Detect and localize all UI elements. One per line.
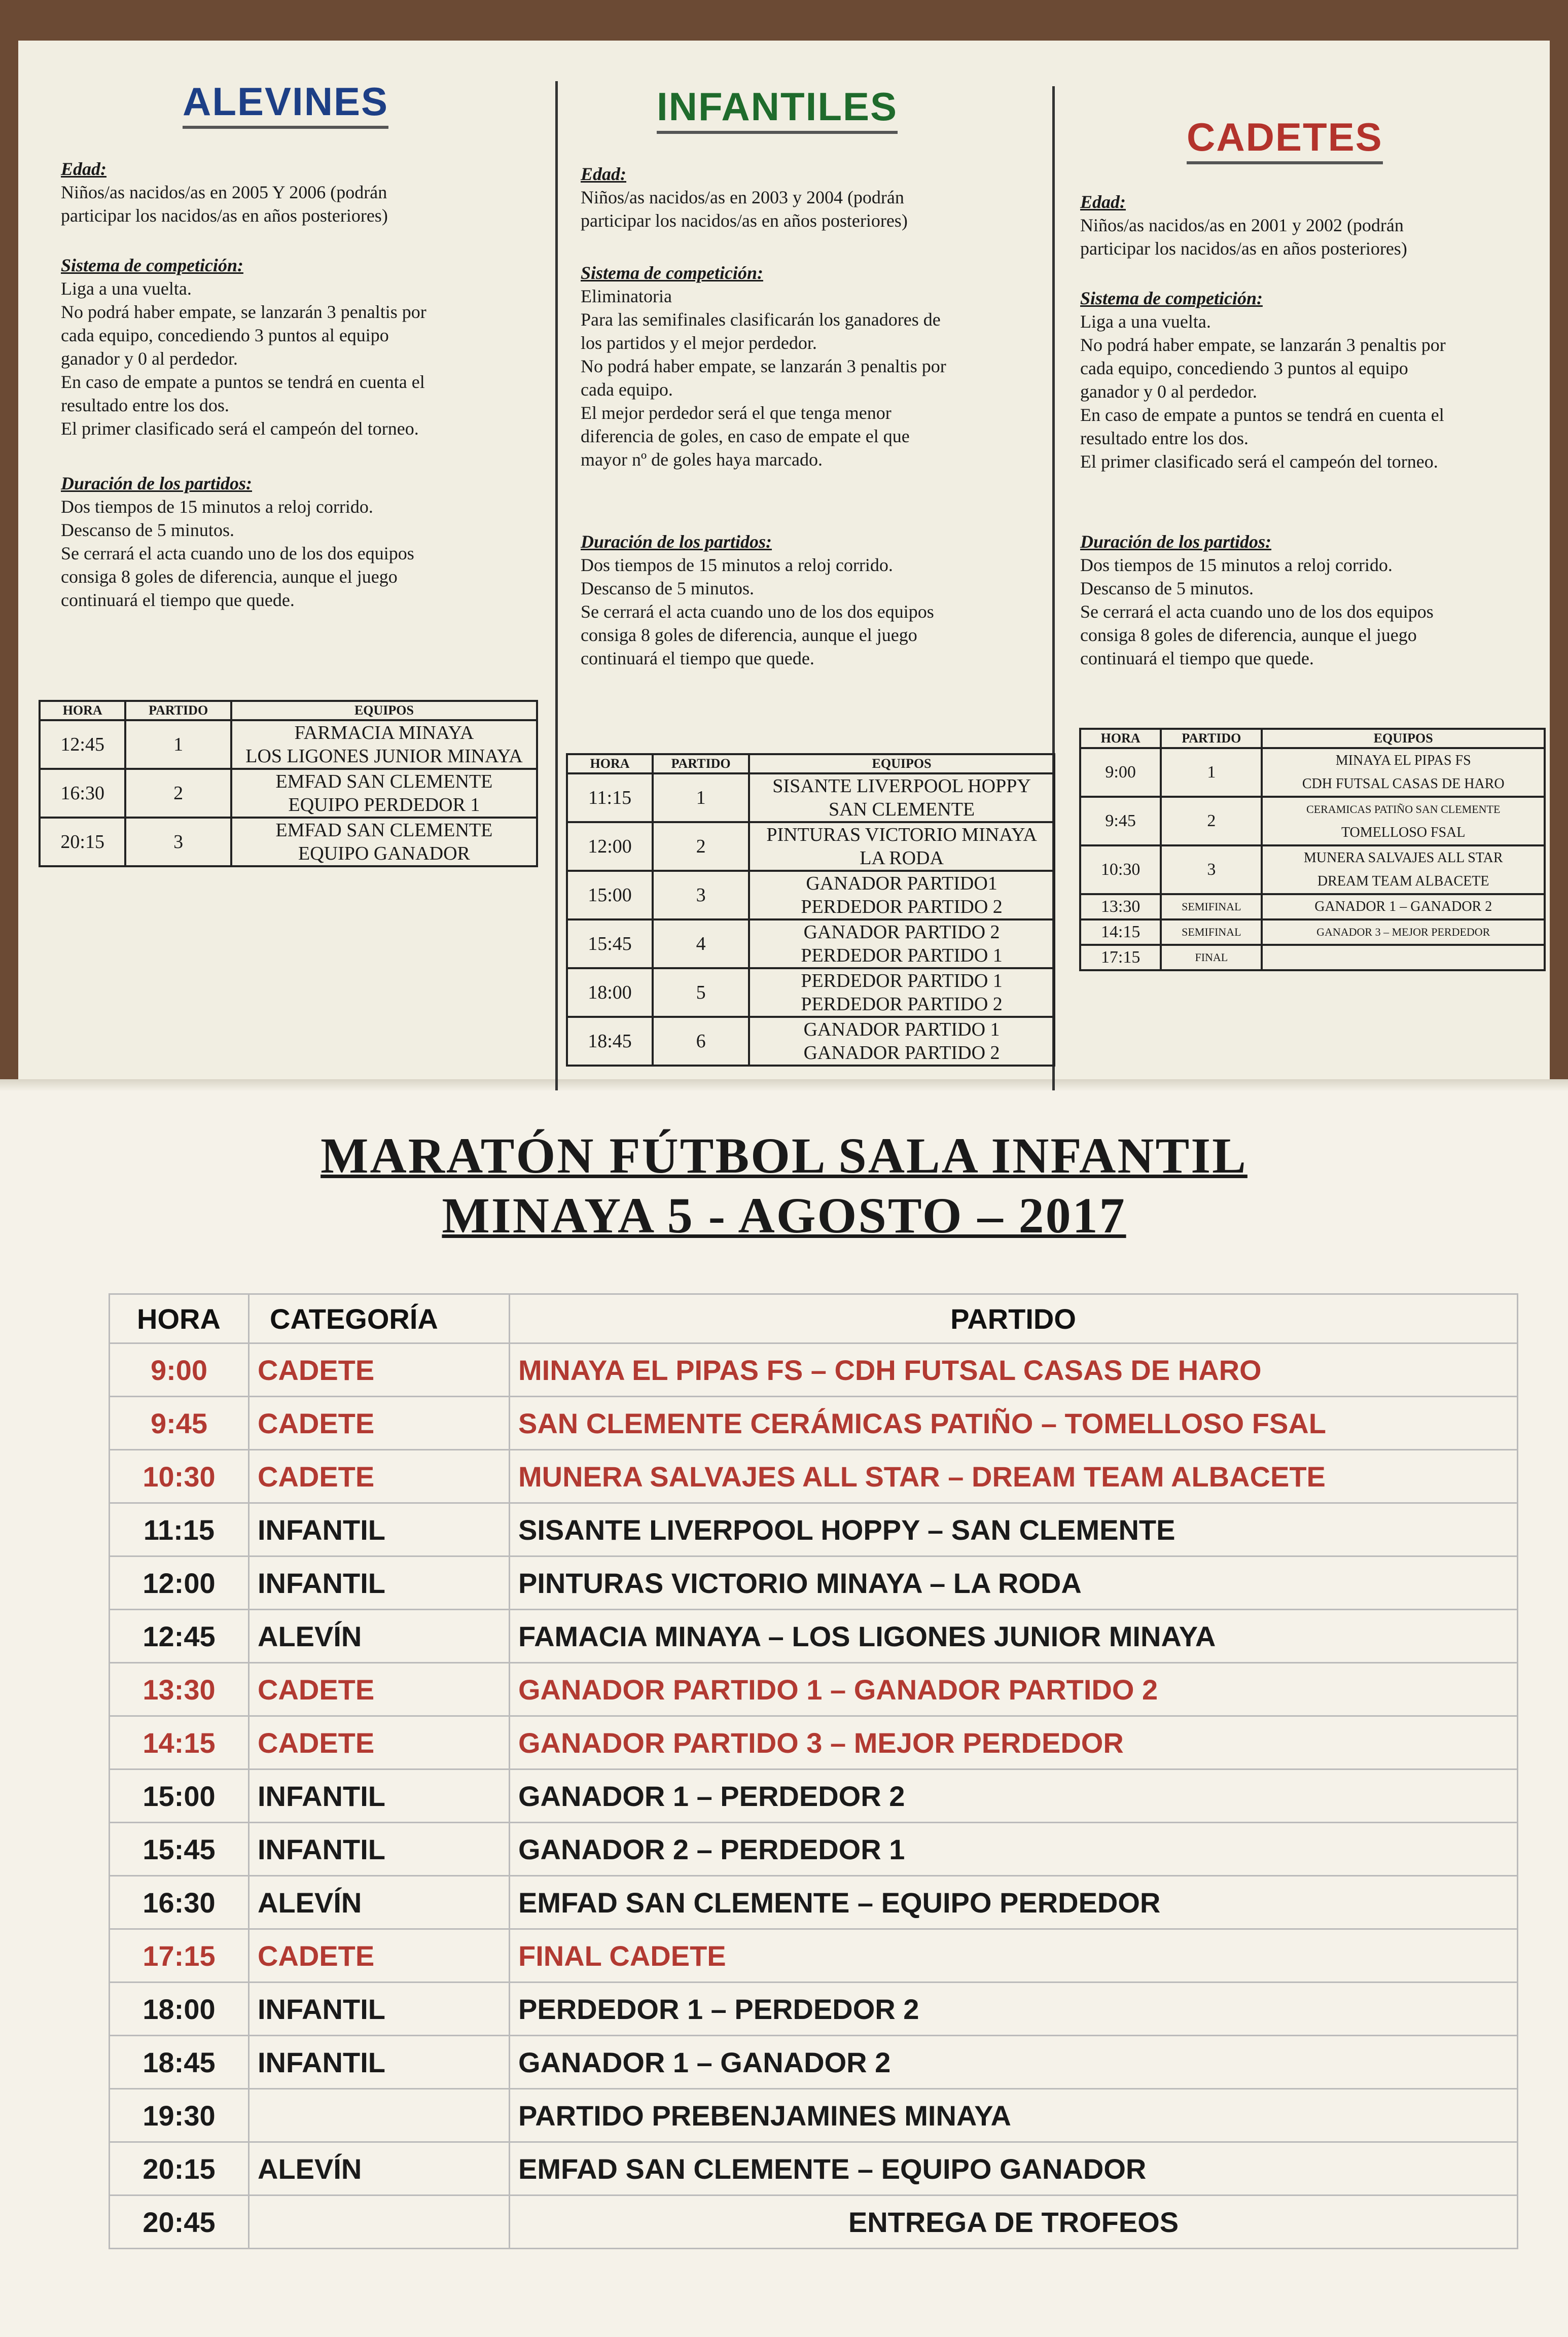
schedule-row [110, 1610, 1518, 1663]
hora-cell: 11:15 [567, 773, 653, 822]
section-line: Descanso de 5 minutos. [61, 520, 234, 540]
section-line: Dos tiempos de 15 minutos a reloj corrido. [581, 555, 893, 575]
section-line: Descanso de 5 minutos. [581, 578, 754, 598]
table-row [1080, 919, 1545, 945]
team-name: PERDEDOR PARTIDO 1 [801, 945, 1003, 966]
infantiles-table [566, 753, 1055, 1067]
infantiles-section-1 [581, 261, 1047, 471]
partido-cell: 2 [653, 822, 749, 871]
section-line: Se cerrará el acta cuando uno de los dos equipos [61, 543, 414, 563]
equipos-cell [1262, 845, 1545, 894]
schedule-hora: 15:00 [110, 1769, 249, 1823]
table-header-cell: PARTIDO [125, 701, 231, 720]
cadetes-section-1 [1080, 287, 1547, 473]
section-line: ganador y 0 al perdedor. [1080, 381, 1257, 402]
schedule-partido: GANADOR PARTIDO 1 – GANADOR PARTIDO 2 [510, 1663, 1518, 1716]
schedule-hora: 14:15 [110, 1716, 249, 1769]
team-name: GANADOR PARTIDO 2 [803, 922, 1000, 943]
section-line: Niños/as nacidos/as en 2005 Y 2006 (podrán [61, 182, 387, 202]
equipos-cell [749, 773, 1054, 822]
team-name: EQUIPO PERDEDOR 1 [288, 794, 480, 816]
equipos-cell [749, 822, 1054, 871]
equipos-cell [231, 769, 537, 818]
section-line: Niños/as nacidos/as en 2001 y 2002 (podrán [1080, 215, 1404, 235]
section-line: resultado entre los dos. [61, 395, 229, 415]
section-heading: Duración de los partidos: [61, 473, 253, 493]
section-line: No podrá haber empate, se lanzarán 3 penaltis por [581, 356, 946, 376]
team-name: SISANTE LIVERPOOL HOPPY [772, 775, 1031, 797]
partido-cell: SEMIFINAL [1161, 894, 1262, 919]
section-line: Eliminatoria [581, 286, 672, 306]
table-header-cell: HORA [567, 754, 653, 773]
schedule-row [110, 1663, 1518, 1716]
section-line: participar los nacidos/as en años posteriores) [1080, 238, 1407, 259]
table-header-cell: HORA [1080, 729, 1161, 748]
schedule-categoria: INFANTIL [249, 1982, 510, 2036]
infantiles-title: INFANTILES [657, 84, 898, 134]
section-line: ganador y 0 al perdedor. [61, 348, 238, 369]
table-header-cell: PARTIDO [1161, 729, 1262, 748]
section-line: No podrá haber empate, se lanzarán 3 penaltis por [1080, 335, 1446, 355]
partido-cell: FINAL [1161, 945, 1262, 970]
section-line: continuará el tiempo que quede. [581, 648, 814, 668]
section-line: Dos tiempos de 15 minutos a reloj corrido. [61, 497, 373, 517]
hora-cell: 15:00 [567, 871, 653, 919]
schedule-hora: 16:30 [110, 1876, 249, 1929]
schedule-partido: SISANTE LIVERPOOL HOPPY – SAN CLEMENTE [510, 1503, 1518, 1556]
schedule-partido: EMFAD SAN CLEMENTE – EQUIPO GANADOR [510, 2142, 1518, 2196]
schedule-partido: SAN CLEMENTE CERÁMICAS PATIÑO – TOMELLOSO FSAL [510, 1397, 1518, 1450]
main-title [0, 1126, 1568, 1246]
schedule-categoria: INFANTIL [249, 1823, 510, 1876]
table-header-cell: PARTIDO [653, 754, 749, 773]
team-name: EMFAD SAN CLEMENTE [275, 820, 493, 841]
section-heading: Sistema de competición: [581, 263, 763, 283]
team-name: PERDEDOR PARTIDO 2 [801, 994, 1003, 1015]
partido-cell: 4 [653, 919, 749, 968]
section-line: Para las semifinales clasificarán los ganadores de [581, 309, 941, 330]
paper-fold [0, 1079, 1568, 1091]
equipos-cell [749, 871, 1054, 919]
partido-cell: 5 [653, 968, 749, 1017]
schedule-hora: 11:15 [110, 1503, 249, 1556]
team-name: FARMACIA MINAYA [294, 722, 474, 743]
header-partido: PARTIDO [510, 1294, 1518, 1343]
section-line: Se cerrará el acta cuando uno de los dos equipos [1080, 601, 1434, 622]
table-row [567, 968, 1054, 1017]
hora-cell: 18:00 [567, 968, 653, 1017]
column-divider [555, 81, 558, 1090]
section-line: El primer clasificado será el campeón del torneo. [61, 418, 419, 439]
alevines-section-0 [61, 157, 527, 227]
schedule-hora: 9:00 [110, 1343, 249, 1397]
team-name: TOMELLOSO FSAL [1341, 825, 1466, 840]
section-line: En caso de empate a puntos se tendrá en cuenta el [1080, 405, 1444, 425]
section-line: continuará el tiempo que quede. [1080, 648, 1314, 668]
table-row [40, 818, 537, 866]
schedule-partido: GANADOR 1 – PERDEDOR 2 [510, 1769, 1518, 1823]
equipos-cell [1262, 894, 1545, 919]
hora-cell: 20:15 [40, 818, 125, 866]
team-name: CDH FUTSAL CASAS DE HARO [1302, 776, 1505, 792]
section-line: Liga a una vuelta. [61, 278, 192, 299]
table-row [567, 1017, 1054, 1066]
schedule-row [110, 2196, 1518, 2249]
schedule-categoria: CADETE [249, 1343, 510, 1397]
section-line: diferencia de goles, en caso de empate el que [581, 426, 910, 446]
partido-cell: 3 [653, 871, 749, 919]
table-row [1080, 894, 1545, 919]
table-row [1080, 748, 1545, 797]
schedule-row [110, 1823, 1518, 1876]
header-hora: HORA [110, 1294, 249, 1343]
schedule-hora: 20:15 [110, 2142, 249, 2196]
hora-cell: 9:00 [1080, 748, 1161, 797]
schedule-hora: 17:15 [110, 1929, 249, 1982]
schedule-categoria: CADETE [249, 1929, 510, 1982]
schedule-categoria: CADETE [249, 1663, 510, 1716]
schedule-hora: 18:45 [110, 2036, 249, 2089]
table-header-cell: EQUIPOS [231, 701, 537, 720]
team-name: GANADOR PARTIDO 2 [803, 1042, 1000, 1064]
equipos-cell [749, 1017, 1054, 1066]
section-line: En caso de empate a puntos se tendrá en cuenta el [61, 372, 425, 392]
table-row [567, 919, 1054, 968]
hora-cell: 14:15 [1080, 919, 1161, 945]
table-row [567, 822, 1054, 871]
hora-cell: 10:30 [1080, 845, 1161, 894]
schedule-categoria: ALEVÍN [249, 2142, 510, 2196]
schedule-partido: FINAL CADETE [510, 1929, 1518, 1982]
partido-cell: SEMIFINAL [1161, 919, 1262, 945]
team-name: GANADOR 3 – MEJOR PERDEDOR [1316, 926, 1490, 938]
section-line: Dos tiempos de 15 minutos a reloj corrido. [1080, 555, 1393, 575]
equipos-cell [749, 968, 1054, 1017]
team-name: PINTURAS VICTORIO MINAYA [766, 824, 1037, 845]
hora-cell: 16:30 [40, 769, 125, 818]
section-line: El mejor perdedor será el que tenga menor [581, 403, 892, 423]
schedule-row [110, 2142, 1518, 2196]
table-row [1080, 845, 1545, 894]
section-line: Descanso de 5 minutos. [1080, 578, 1254, 598]
table-row [40, 720, 537, 769]
partido-cell: 2 [125, 769, 231, 818]
section-line: cada equipo. [581, 379, 673, 400]
schedule-row [110, 1556, 1518, 1610]
schedule-hora: 9:45 [110, 1397, 249, 1450]
section-line: cada equipo, concediendo 3 puntos al equipo [61, 325, 389, 345]
schedule-partido: PINTURAS VICTORIO MINAYA – LA RODA [510, 1556, 1518, 1610]
schedule-partido: FAMACIA MINAYA – LOS LIGONES JUNIOR MINAYA [510, 1610, 1518, 1663]
schedule-categoria: INFANTIL [249, 2036, 510, 2089]
equipos-cell [231, 818, 537, 866]
schedule-partido: MUNERA SALVAJES ALL STAR – DREAM TEAM ALBACETE [510, 1450, 1518, 1503]
team-name: EQUIPO GANADOR [298, 843, 470, 864]
schedule-hora: 12:00 [110, 1556, 249, 1610]
section-heading: Sistema de competición: [61, 255, 243, 275]
hora-cell: 15:45 [567, 919, 653, 968]
main-title-line2: MINAYA 5 - AGOSTO – 2017 [442, 1187, 1126, 1244]
schedule-hora: 20:45 [110, 2196, 249, 2249]
schedule-categoria: INFANTIL [249, 1556, 510, 1610]
equipos-cell [1262, 919, 1545, 945]
section-line: consiga 8 goles de diferencia, aunque el juego [581, 625, 917, 645]
partido-cell: 3 [125, 818, 231, 866]
section-heading: Sistema de competición: [1080, 288, 1263, 308]
equipos-cell [1262, 797, 1545, 845]
equipos-cell [1262, 748, 1545, 797]
schedule-partido: EMFAD SAN CLEMENTE – EQUIPO PERDEDOR [510, 1876, 1518, 1929]
section-line: El primer clasificado será el campeón del torneo. [1080, 451, 1438, 472]
hora-cell: 12:45 [40, 720, 125, 769]
schedule-categoria: CADETE [249, 1450, 510, 1503]
table-row [1080, 945, 1545, 970]
infantiles-section-2 [581, 530, 1047, 670]
schedule-categoria: ALEVÍN [249, 1610, 510, 1663]
team-name: GANADOR PARTIDO 1 [803, 1019, 1000, 1040]
section-line: continuará el tiempo que quede. [61, 590, 295, 610]
team-name: PERDEDOR PARTIDO 1 [801, 970, 1003, 992]
team-name: PERDEDOR PARTIDO 2 [801, 896, 1003, 917]
schedule-hora: 18:00 [110, 1982, 249, 2036]
team-name: GANADOR PARTIDO1 [806, 873, 997, 894]
alevines-table [39, 700, 538, 867]
section-heading: Edad: [581, 164, 626, 184]
equipos-cell [231, 720, 537, 769]
section-line: participar los nacidos/as en años posteriores) [581, 210, 908, 231]
team-name: LA RODA [860, 847, 944, 869]
schedule-row [110, 2036, 1518, 2089]
schedule-categoria: ALEVÍN [249, 1876, 510, 1929]
schedule-hora: 10:30 [110, 1450, 249, 1503]
schedule-categoria: INFANTIL [249, 1769, 510, 1823]
schedule-row [110, 1397, 1518, 1450]
team-name: SAN CLEMENTE [828, 799, 975, 820]
cadetes-title: CADETES [1187, 114, 1383, 164]
schedule-categoria [249, 2196, 510, 2249]
cadetes-table [1079, 728, 1546, 971]
partido-cell: 2 [1161, 797, 1262, 845]
schedule-row [110, 1503, 1518, 1556]
schedule-row [110, 2089, 1518, 2142]
alevines-section-2 [61, 472, 527, 612]
schedule-hora: 12:45 [110, 1610, 249, 1663]
section-line: cada equipo, concediendo 3 puntos al equipo [1080, 358, 1408, 378]
section-line: consiga 8 goles de diferencia, aunque el juego [61, 566, 398, 587]
hora-cell: 17:15 [1080, 945, 1161, 970]
team-name: LOS LIGONES JUNIOR MINAYA [245, 746, 523, 767]
schedule-hora: 19:30 [110, 2089, 249, 2142]
section-line: los partidos y el mejor perdedor. [581, 333, 817, 353]
section-line: Se cerrará el acta cuando uno de los dos equipos [581, 601, 934, 622]
schedule-row [110, 1769, 1518, 1823]
schedule-categoria [249, 2089, 510, 2142]
section-line: Liga a una vuelta. [1080, 311, 1211, 332]
alevines-title: ALEVINES [183, 79, 388, 129]
schedule-table [109, 1293, 1518, 2249]
schedule-row [110, 1982, 1518, 2036]
schedule-categoria: CADETE [249, 1397, 510, 1450]
schedule-header-row [110, 1294, 1518, 1343]
section-line: mayor nº de goles haya marcado. [581, 449, 823, 470]
table-row [1080, 797, 1545, 845]
hora-cell: 18:45 [567, 1017, 653, 1066]
hora-cell: 9:45 [1080, 797, 1161, 845]
schedule-row [110, 1450, 1518, 1503]
main-title-line1: MARATÓN FÚTBOL SALA INFANTIL [320, 1127, 1248, 1184]
schedule-row [110, 1929, 1518, 1982]
team-name: MUNERA SALVAJES ALL STAR [1303, 850, 1503, 866]
header-categoria: CATEGORÍA [249, 1294, 510, 1343]
schedule-partido: PERDEDOR 1 – PERDEDOR 2 [510, 1982, 1518, 2036]
schedule-row [110, 1876, 1518, 1929]
hora-cell: 13:30 [1080, 894, 1161, 919]
schedule-categoria: CADETE [249, 1716, 510, 1769]
schedule-partido: ENTREGA DE TROFEOS [510, 2196, 1518, 2249]
section-heading: Duración de los partidos: [581, 532, 772, 552]
schedule-partido: MINAYA EL PIPAS FS – CDH FUTSAL CASAS DE HARO [510, 1343, 1518, 1397]
section-line: consiga 8 goles de diferencia, aunque el juego [1080, 625, 1417, 645]
section-heading: Edad: [1080, 192, 1126, 212]
team-name: EMFAD SAN CLEMENTE [275, 771, 493, 792]
partido-cell: 1 [653, 773, 749, 822]
schedule-row [110, 1716, 1518, 1769]
section-heading: Edad: [61, 159, 106, 179]
partido-cell: 1 [1161, 748, 1262, 797]
partido-cell: 3 [1161, 845, 1262, 894]
equipos-cell [749, 919, 1054, 968]
schedule-hora: 13:30 [110, 1663, 249, 1716]
team-name: CERAMICAS PATIÑO SAN CLEMENTE [1306, 803, 1501, 816]
section-line: resultado entre los dos. [1080, 428, 1249, 448]
table-row [567, 871, 1054, 919]
section-heading: Duración de los partidos: [1080, 532, 1272, 552]
partido-cell: 6 [653, 1017, 749, 1066]
table-row [40, 769, 537, 818]
section-line: No podrá haber empate, se lanzarán 3 penaltis por [61, 302, 426, 322]
schedule-partido: PARTIDO PREBENJAMINES MINAYA [510, 2089, 1518, 2142]
schedule-row [110, 1343, 1518, 1397]
infantiles-section-0 [581, 162, 1047, 232]
schedule-partido: GANADOR 1 – GANADOR 2 [510, 2036, 1518, 2089]
schedule-partido: GANADOR 2 – PERDEDOR 1 [510, 1823, 1518, 1876]
section-line: Niños/as nacidos/as en 2003 y 2004 (podrán [581, 187, 904, 207]
cadetes-section-2 [1080, 530, 1547, 670]
table-header-cell: EQUIPOS [749, 754, 1054, 773]
schedule-categoria: INFANTIL [249, 1503, 510, 1556]
team-name: MINAYA EL PIPAS FS [1335, 753, 1471, 768]
schedule-hora: 15:45 [110, 1823, 249, 1876]
alevines-section-1 [61, 254, 527, 440]
equipos-cell [1262, 945, 1545, 970]
team-name: DREAM TEAM ALBACETE [1317, 873, 1489, 889]
schedule-partido: GANADOR PARTIDO 3 – MEJOR PERDEDOR [510, 1716, 1518, 1769]
team-name: GANADOR 1 – GANADOR 2 [1314, 899, 1492, 914]
cadetes-section-0 [1080, 190, 1547, 260]
section-line: participar los nacidos/as en años posteriores) [61, 205, 388, 226]
partido-cell: 1 [125, 720, 231, 769]
table-row [567, 773, 1054, 822]
schedule-body [110, 1343, 1518, 2249]
table-header-cell: EQUIPOS [1262, 729, 1545, 748]
table-header-cell: HORA [40, 701, 125, 720]
hora-cell: 12:00 [567, 822, 653, 871]
